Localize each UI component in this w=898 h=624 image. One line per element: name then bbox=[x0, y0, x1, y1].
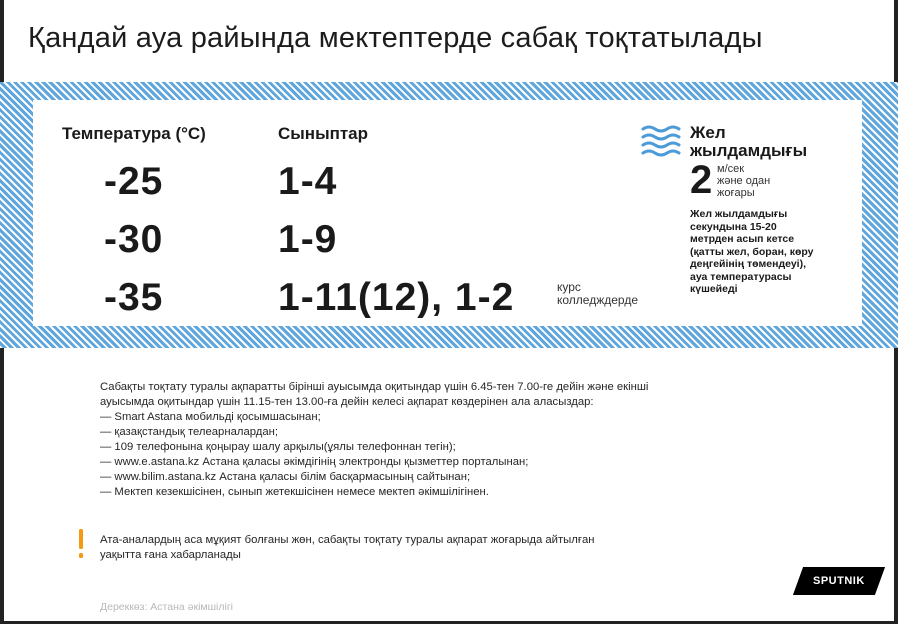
sputnik-logo bbox=[793, 567, 885, 595]
grades-value: 1-9 bbox=[278, 218, 338, 261]
temperature-value: -25 bbox=[104, 160, 164, 203]
unit-line: жоғары bbox=[717, 187, 755, 199]
desc-line: метрден асып кетсе bbox=[690, 233, 795, 245]
temperature-value: -35 bbox=[104, 276, 164, 319]
wind-title-line: Жел bbox=[690, 123, 726, 142]
college-course-note bbox=[557, 281, 638, 307]
desc-line: ауа температурасы bbox=[690, 270, 792, 283]
desc-line: секундына 15-20 bbox=[690, 220, 777, 233]
temperature-header: Температура (°С) bbox=[62, 124, 206, 143]
warning-note bbox=[100, 533, 595, 563]
wind-title-line: жылдамдығы bbox=[690, 141, 808, 160]
info-line: — 109 телефонына қоңырау шалу арқылы(ұялы телефоннан тегін); bbox=[100, 441, 456, 453]
kurs-line: колледждерде bbox=[557, 293, 638, 307]
desc-line: (қатты жел, боран, көру bbox=[690, 245, 814, 258]
desc-line: Жел жылдамдығы bbox=[690, 208, 788, 220]
warning-line: Ата-аналардың аса мұқият болғаны жөн, сабақты тоқтату туралы ақпарат жоғарыда айтылған bbox=[100, 534, 595, 546]
logo-text: SPUTNIK bbox=[813, 575, 865, 587]
temperature-value: -30 bbox=[104, 218, 164, 261]
info-line: — Мектеп кезекшісінен, сынып жетекшісінен немесе мектеп әкімшілігінен. bbox=[100, 486, 489, 498]
info-sources bbox=[100, 380, 648, 500]
grades-value: 1-11(12), 1-2 bbox=[278, 276, 515, 319]
wind-speed-title bbox=[690, 124, 807, 160]
grades-header: Сыныптар bbox=[278, 124, 369, 143]
unit-line: және одан bbox=[717, 175, 771, 187]
grades-value: 1-4 bbox=[278, 160, 338, 203]
page-title: Қандай ауа райында мектептерде сабақ тоқтатылады bbox=[28, 22, 763, 54]
desc-line: деңгейінің төмендеуі), bbox=[690, 258, 806, 270]
source-note: Дереккөз: Астана әкімшілігі bbox=[100, 601, 234, 613]
info-line: ауысымда оқитындар үшін 11.15-тен 13.00-ға дейін келесі ақпарат көздерінен ала аласыздар: bbox=[100, 396, 594, 408]
info-line: — Smart Astana мобильді қосымшасынан; bbox=[100, 411, 321, 423]
unit-line: м/сек bbox=[717, 163, 745, 175]
info-line: — www.bilim.astana.kz Астана қаласы білім басқармасының сайтынан; bbox=[100, 471, 471, 483]
wind-icon bbox=[641, 124, 683, 158]
desc-line: күшейеді bbox=[690, 283, 738, 295]
wind-speed-unit bbox=[717, 163, 770, 199]
wind-description bbox=[690, 208, 814, 296]
warning-line: уақытта ғана хабарланады bbox=[100, 549, 241, 561]
exclamation-icon bbox=[76, 529, 86, 559]
kurs-line: курс bbox=[557, 280, 581, 294]
info-line: — www.e.astana.kz Астана қаласы әкімдігінің электронды қызметтер порталынан; bbox=[100, 456, 529, 468]
info-line: Сабақты тоқтату туралы ақпаратты бірінші ауысымда оқитындар үшін 6.45-тен 7.00-ге дейін және екінші bbox=[100, 381, 649, 393]
wind-speed-value: 2 bbox=[690, 158, 713, 202]
info-line: — қазақстандық телеарналардан; bbox=[100, 426, 279, 438]
